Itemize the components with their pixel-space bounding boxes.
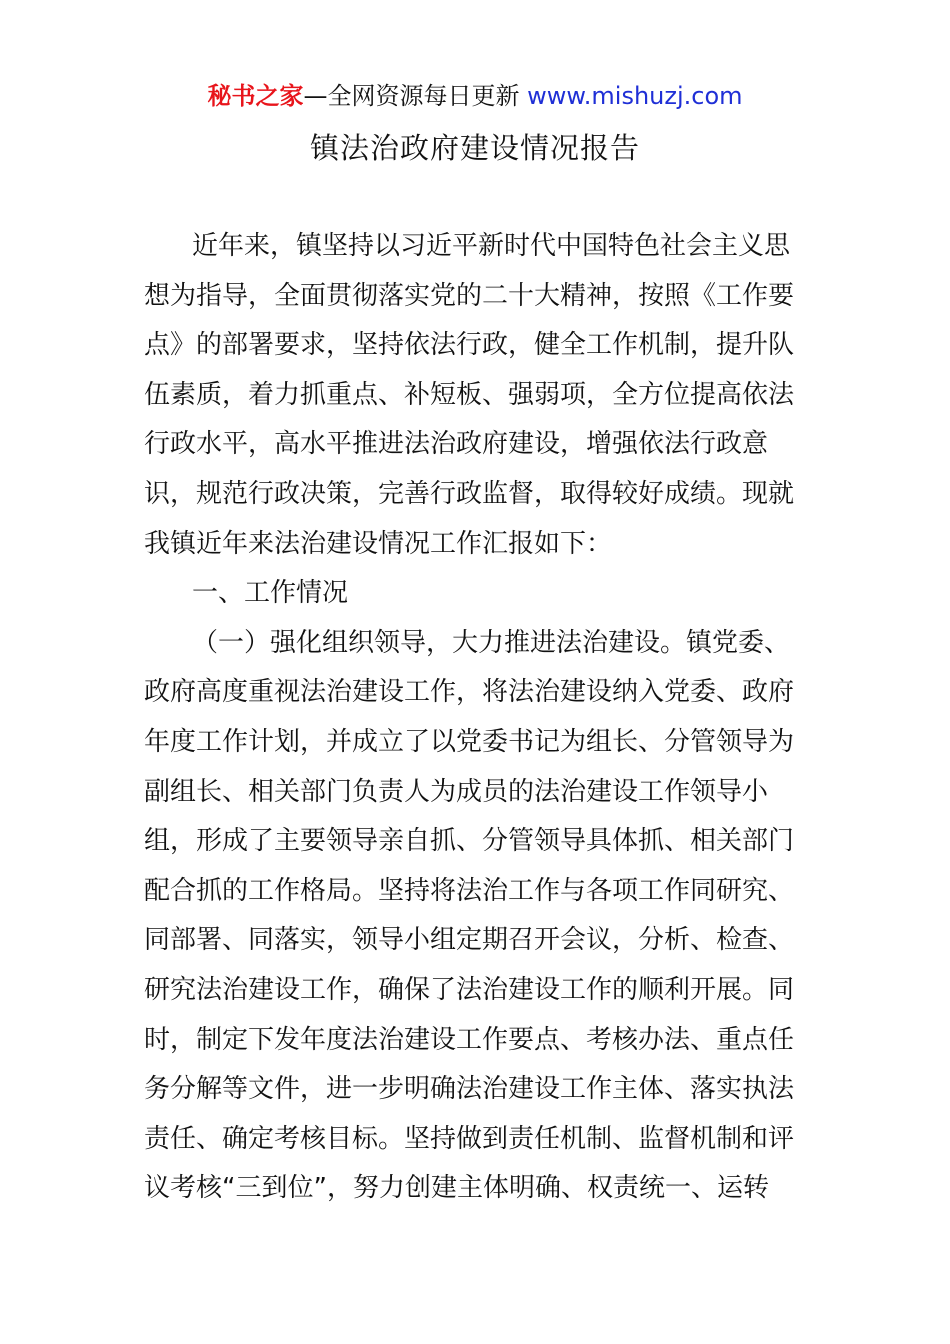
text-line: 组，形成了主要领导亲自抓、分管领导具体抓、相关部门 [144,826,795,857]
section-heading: 一、工作情况 [192,578,349,609]
document-body [144,222,806,1214]
text-line: 研究法治建设工作，确保了法治建设工作的顺利开展。同 [144,974,795,1005]
text-line: 务分解等文件，进一步明确法治建设工作主体、落实执法 [144,1074,795,1105]
text-line: 年度工作计划，并成立了以党委书记为组长、分管领导为 [144,726,795,757]
text-line: 同部署、同落实，领导小组定期召开会议，分析、检查、 [144,925,795,956]
text-line: 政府高度重视法治建设工作，将法治建设纳入党委、政府 [144,677,795,708]
text-line: 配合抓的工作格局。坚持将法治工作与各项工作同研究、 [144,875,795,906]
site-brand: 秘书之家 [207,82,304,110]
text-line: 行政水平，高水平推进法治政府建设，增强依法行政意 [144,429,769,460]
site-url: www.mishuzj.com [527,82,743,110]
text-line: 议考核“三到位”，努力创建主体明确、权责统一、运转 [144,1173,769,1204]
text-line: 时，制定下发年度法治建设工作要点、考核办法、重点任 [144,1024,795,1055]
text-line: 副组长、相关部门负责人为成员的法治建设工作领导小 [144,776,769,807]
text-line: 点》的部署要求，坚持依法行政，健全工作机制，提升队 [144,330,795,361]
text-line: 想为指导，全面贯彻落实党的二十大精神，按照《工作要 [144,280,795,311]
text-line: 识，规范行政决策，完善行政监督，取得较好成绩。现就 [144,478,795,509]
text-line: 责任、确定考核目标。坚持做到责任机制、监督机制和评 [144,1123,795,1154]
site-tagline: —全网资源每日更新 [303,82,528,110]
site-header [0,80,950,112]
document-title: 镇法治政府建设情况报告 [309,131,640,165]
subsection-heading: （一）强化组织领导，大力推进法治建设。镇党委、 [192,627,791,658]
text-line: 近年来，镇坚持以习近平新时代中国特色社会主义思 [192,231,791,261]
text-line: 伍素质，着力抓重点、补短板、强弱项，全方位提高依法 [144,379,795,410]
text-line: 我镇近年来法治建设情况工作汇报如下： [144,528,613,559]
